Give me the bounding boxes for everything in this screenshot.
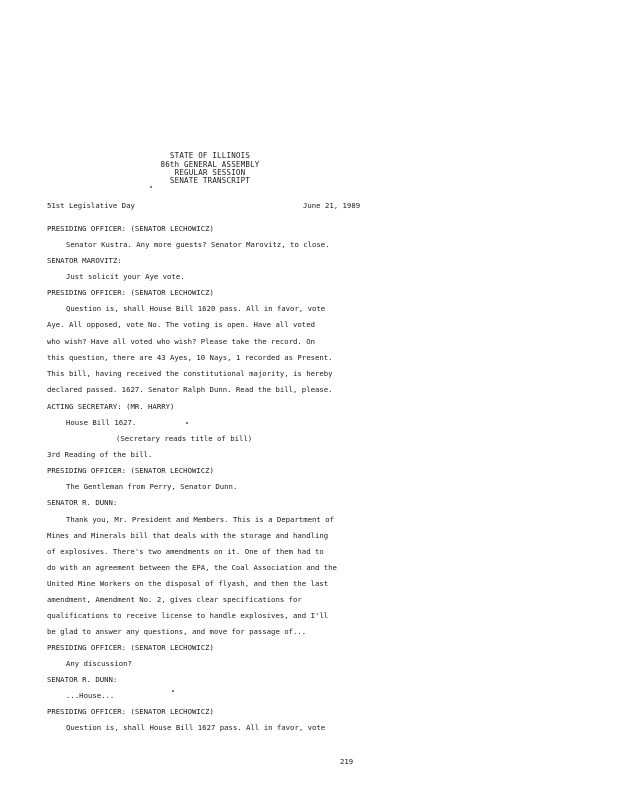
transcript-line: The Gentleman from Perry, Senator Dunn. bbox=[66, 482, 238, 491]
transcript-line: who wish? Have all voted who wish? Please take the record. On bbox=[47, 337, 315, 346]
header-assembly: 86th GENERAL ASSEMBLY bbox=[160, 160, 260, 169]
transcript-line: Senator Kustra. Any more guests? Senator Marovitz, to close. bbox=[66, 240, 330, 249]
transcript-line: House Bill 1627. bbox=[66, 418, 137, 427]
speaker-heading: SENATOR MAROVITZ: bbox=[47, 256, 122, 265]
scan-speck bbox=[172, 690, 174, 692]
transcript-line: Aye. All opposed, vote No. The voting is open. Have all voted bbox=[47, 320, 315, 329]
header-session: REGULAR SESSION bbox=[174, 168, 246, 177]
transcript-line: declared passed. 1627. Senator Ralph Dunn. Read the bill, please. bbox=[47, 385, 333, 394]
speaker-heading: SENATOR R. DUNN: bbox=[47, 675, 118, 684]
speaker-heading: PRESIDING OFFICER: (SENATOR LECHOWICZ) bbox=[47, 643, 214, 652]
transcript-line: United Mine Workers on the disposal of flyash, and then the last bbox=[47, 579, 329, 588]
transcript-line: this question, there are 43 Ayes, 10 Nays, 1 recorded as Present. bbox=[47, 353, 333, 362]
transcript-line: Question is, shall House Bill 1627 pass. All in favor, vote bbox=[66, 723, 326, 732]
header-transcript: SENATE TRANSCRIPT bbox=[169, 176, 251, 185]
speaker-heading: ACTING SECRETARY: (MR. HARRY) bbox=[47, 402, 175, 411]
speaker-heading: PRESIDING OFFICER: (SENATOR LECHOWICZ) bbox=[47, 466, 214, 475]
speaker-heading: PRESIDING OFFICER: (SENATOR LECHOWICZ) bbox=[47, 224, 214, 233]
transcript-line: Just solicit your Aye vote. bbox=[66, 272, 185, 281]
transcript-line: be glad to answer any questions, and move for passage of... bbox=[47, 627, 307, 636]
transcript-line: do with an agreement between the EPA, the Coal Association and the bbox=[47, 563, 337, 572]
transcript-line: Any discussion? bbox=[66, 659, 132, 668]
transcript-line: amendment, Amendment No. 2, gives clear specifications for bbox=[47, 595, 302, 604]
stage-direction: (Secretary reads title of bill) bbox=[116, 434, 253, 443]
transcript-line: Mines and Minerals bill that deals with the storage and handling bbox=[47, 531, 329, 540]
transcript-line: Thank you, Mr. President and Members. This is a Department of bbox=[66, 515, 334, 524]
scan-speck bbox=[186, 422, 188, 424]
page-number: 219 bbox=[340, 757, 354, 766]
transcript-line: 3rd Reading of the bill. bbox=[47, 450, 153, 459]
transcript-date: June 21, 1989 bbox=[303, 201, 361, 210]
transcript-line: This bill, having received the constitutional majority, is hereby bbox=[47, 369, 333, 378]
scan-speck bbox=[150, 186, 152, 188]
speaker-heading: PRESIDING OFFICER: (SENATOR LECHOWICZ) bbox=[47, 707, 214, 716]
header-state: STATE OF ILLINOIS bbox=[169, 151, 251, 160]
transcript-line: ...House... bbox=[66, 691, 115, 700]
speaker-heading: SENATOR R. DUNN: bbox=[47, 498, 118, 507]
transcript-line: qualifications to receive license to handle explosives, and I'll bbox=[47, 611, 329, 620]
transcript-line: Question is, shall House Bill 1620 pass. All in favor, vote bbox=[66, 304, 326, 313]
legislative-day: 51st Legislative Day bbox=[47, 201, 135, 210]
transcript-line: of explosives. There's two amendments on it. One of them had to bbox=[47, 547, 324, 556]
speaker-heading: PRESIDING OFFICER: (SENATOR LECHOWICZ) bbox=[47, 288, 214, 297]
